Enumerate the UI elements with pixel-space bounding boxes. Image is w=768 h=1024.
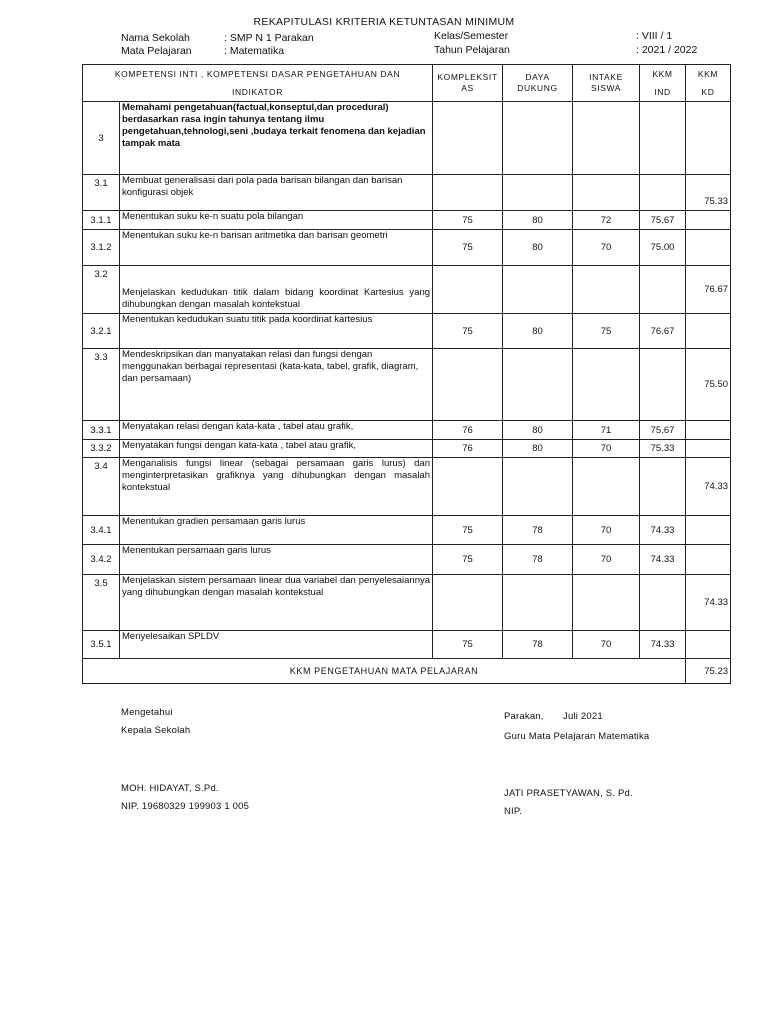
teacher-role: Guru Mata Pelajaran Matematika — [504, 731, 650, 742]
kkm-ind-cell: 74.33 — [640, 631, 686, 659]
header-kompleksitas-line1: KOMPLEKSIT — [437, 72, 498, 82]
daya-dukung-cell: 80 — [503, 230, 573, 266]
row-number: 3.4.2 — [83, 545, 120, 575]
kkm-kd-cell — [686, 516, 731, 545]
table-row — [83, 175, 731, 211]
table-row — [83, 545, 731, 575]
row-number: 3.3.2 — [83, 440, 120, 458]
kkm-kd-cell: 75.50 — [686, 349, 731, 421]
table-row — [83, 458, 731, 516]
daya-dukung-cell: 78 — [503, 516, 573, 545]
year-label: Tahun Pelajaran — [434, 44, 510, 56]
intake-cell: 72 — [573, 211, 640, 230]
daya-dukung-cell — [503, 349, 573, 421]
daya-dukung-cell — [503, 575, 573, 631]
row-description: Menjelaskan kedudukan titik dalam bidang koordinat Kartesius yang dihubungkan dengan masalah kontekstual — [120, 266, 433, 314]
intake-cell — [573, 349, 640, 421]
document-title: REKAPITULASI KRITERIA KETUNTASAN MINIMUM — [253, 16, 515, 28]
table-row — [83, 266, 731, 314]
table-row — [83, 230, 731, 266]
kkm-ind-cell — [640, 102, 686, 175]
row-number: 3.2 — [83, 266, 120, 314]
table-row — [83, 575, 731, 631]
kkm-ind-cell: 76.67 — [640, 314, 686, 349]
intake-cell: 75 — [573, 314, 640, 349]
header-kompleksitas — [433, 65, 503, 102]
header-kompetensi — [83, 65, 433, 102]
row-description: Menyelesaikan SPLDV — [120, 631, 433, 659]
header-intake-line1: INTAKE — [589, 72, 623, 82]
kompleksitas-cell — [433, 102, 503, 175]
header-kkm-kd — [686, 65, 731, 102]
row-description: Menentukan gradien persamaan garis lurus — [120, 516, 433, 545]
kkm-mapel-value: 75.23 — [686, 659, 731, 684]
header-kompleksitas-line2: AS — [461, 83, 474, 93]
table-row — [83, 102, 731, 175]
row-number: 3.4 — [83, 458, 120, 516]
table-row — [83, 314, 731, 349]
daya-dukung-cell: 80 — [503, 440, 573, 458]
row-number: 3.3 — [83, 349, 120, 421]
row-number: 3.5.1 — [83, 631, 120, 659]
mengetahui-label: Mengetahui — [121, 707, 173, 718]
kkm-kd-cell — [686, 211, 731, 230]
kkm-ind-cell — [640, 349, 686, 421]
row-description: Menentukan suku ke-n barisan aritmetika dan barisan geometri — [120, 230, 433, 266]
table-row — [83, 211, 731, 230]
header-kkm-kd-line2: KD — [701, 87, 715, 97]
school-value: : SMP N 1 Parakan — [224, 32, 314, 44]
kompleksitas-cell — [433, 575, 503, 631]
row-number: 3.4.1 — [83, 516, 120, 545]
row-description: Menjelaskan sistem persamaan linear dua variabel dan penyelesaiannya yang dihubungkan dengan masalah kontekstual — [120, 575, 433, 631]
table-row — [83, 440, 731, 458]
row-description: Menentukan suku ke-n suatu pola bilangan — [120, 211, 433, 230]
daya-dukung-cell: 78 — [503, 631, 573, 659]
row-number: 3.5 — [83, 575, 120, 631]
kkm-ind-cell — [640, 266, 686, 314]
kkm-kd-cell: 74.33 — [686, 575, 731, 631]
row-description: Memahami pengetahuan(factual,konseptul,dan procedural) berdasarkan rasa ingin tahunya tentang ilmu pengetahuan,tehnologi,seni ,budaya terkait fenomena dan kejadian tampak mata — [120, 102, 433, 175]
subject-value: : Matematika — [224, 45, 285, 57]
row-description: Menentukan persamaan garis lurus — [120, 545, 433, 575]
kompleksitas-cell: 75 — [433, 516, 503, 545]
row-description: Membuat generalisasi dari pola pada barisan bilangan dan barisan konfigurasi objek — [120, 175, 433, 211]
kompleksitas-cell: 76 — [433, 440, 503, 458]
intake-cell: 70 — [573, 440, 640, 458]
kkm-kd-cell: 74.33 — [686, 458, 731, 516]
kkm-ind-cell — [640, 458, 686, 516]
kkm-ind-cell: 75.67 — [640, 211, 686, 230]
row-number: 3.3.1 — [83, 421, 120, 440]
place-label: Parakan, — [504, 711, 544, 722]
kompleksitas-cell — [433, 458, 503, 516]
kepala-sekolah-label: Kepala Sekolah — [121, 725, 191, 736]
kkm-ind-cell — [640, 175, 686, 211]
row-number: 3.2.1 — [83, 314, 120, 349]
header-kkm-ind-line2: IND — [654, 87, 671, 97]
kkm-kd-cell — [686, 631, 731, 659]
intake-cell: 71 — [573, 421, 640, 440]
header-daya-line2: DUKUNG — [517, 83, 558, 93]
kkm-ind-cell: 75.00 — [640, 230, 686, 266]
kompleksitas-cell: 76 — [433, 421, 503, 440]
daya-dukung-cell: 78 — [503, 545, 573, 575]
class-label: Kelas/Semester — [434, 30, 509, 42]
kkm-kd-cell — [686, 102, 731, 175]
kompleksitas-cell: 75 — [433, 314, 503, 349]
kkm-kd-cell: 75.33 — [686, 175, 731, 211]
row-description: Mendeskripsikan dan manyatakan relasi dan fungsi dengan menggunakan berbagai representasi (kata-kata, tabel, grafik, diagram, dan persamaan) — [120, 349, 433, 421]
kompleksitas-cell: 75 — [433, 545, 503, 575]
kkm-kd-cell: 76.67 — [686, 266, 731, 314]
header-daya-line1: DAYA — [525, 72, 550, 82]
header-kompetensi-line2: INDIKATOR — [232, 87, 283, 97]
kkm-table — [82, 64, 731, 684]
row-description: Menganalisis fungsi linear (sebagai persamaan garis lurus) dan menginterpretasikan grafiknya yang dihubungkan dengan masalah kontekstual — [120, 458, 433, 516]
principal-nip: NIP. 19680329 199903 1 005 — [121, 801, 250, 812]
daya-dukung-cell: 80 — [503, 211, 573, 230]
row-number: 3.1.1 — [83, 211, 120, 230]
intake-cell: 70 — [573, 545, 640, 575]
table-row — [83, 421, 731, 440]
header-kompetensi-line1: KOMPETENSI INTI , KOMPETENSI DASAR PENGETAHUAN DAN — [114, 69, 401, 79]
kompleksitas-cell — [433, 266, 503, 314]
intake-cell — [573, 575, 640, 631]
kkm-ind-cell: 75.33 — [640, 440, 686, 458]
row-number: 3 — [83, 102, 120, 175]
kompleksitas-cell — [433, 175, 503, 211]
row-number: 3.1 — [83, 175, 120, 211]
table-row — [83, 516, 731, 545]
kkm-mapel-label: KKM PENGETAHUAN MATA PELAJARAN — [83, 659, 686, 684]
daya-dukung-cell: 80 — [503, 421, 573, 440]
header-intake-siswa — [573, 65, 640, 102]
table-row — [83, 349, 731, 421]
kkm-ind-cell: 75.67 — [640, 421, 686, 440]
header-kkm-ind — [640, 65, 686, 102]
kkm-ind-cell — [640, 575, 686, 631]
table-row — [83, 631, 731, 659]
table-header-row — [83, 65, 731, 102]
row-description: Menyatakan fungsi dengan kata-kata , tabel atau grafik, — [120, 440, 433, 458]
intake-cell: 70 — [573, 516, 640, 545]
subject-label: Mata Pelajaran — [121, 45, 192, 57]
teacher-name: JATI PRASETYAWAN, S. Pd. — [504, 788, 633, 799]
row-description: Menyatakan relasi dengan kata-kata , tabel atau grafik, — [120, 421, 433, 440]
row-description: Menentukan kedudukan suatu titik pada koordinat kartesius — [120, 314, 433, 349]
daya-dukung-cell — [503, 458, 573, 516]
teacher-nip: NIP. — [504, 806, 523, 817]
header-intake-line2: SISWA — [590, 83, 622, 93]
kompleksitas-cell — [433, 349, 503, 421]
kompleksitas-cell: 75 — [433, 230, 503, 266]
daya-dukung-cell — [503, 102, 573, 175]
daya-dukung-cell — [503, 266, 573, 314]
kkm-kd-cell — [686, 230, 731, 266]
table-footer-row — [83, 659, 731, 684]
kkm-ind-cell: 74.33 — [640, 516, 686, 545]
header-kkm-kd-line1: KKM — [697, 69, 719, 79]
intake-cell: 70 — [573, 631, 640, 659]
class-value: : VIII / 1 — [636, 30, 673, 42]
kompleksitas-cell: 75 — [433, 631, 503, 659]
kkm-kd-cell — [686, 545, 731, 575]
intake-cell — [573, 175, 640, 211]
intake-cell — [573, 266, 640, 314]
kkm-kd-cell — [686, 440, 731, 458]
header-daya-dukung — [503, 65, 573, 102]
school-label: Nama Sekolah — [121, 32, 190, 44]
intake-cell — [573, 458, 640, 516]
kkm-kd-cell — [686, 421, 731, 440]
header-kkm-ind-line1: KKM — [652, 69, 673, 79]
kompleksitas-cell: 75 — [433, 211, 503, 230]
intake-cell — [573, 102, 640, 175]
row-number: 3.1.2 — [83, 230, 120, 266]
kkm-ind-cell: 74.33 — [640, 545, 686, 575]
intake-cell: 70 — [573, 230, 640, 266]
year-value: : 2021 / 2022 — [636, 44, 698, 56]
date-label: Juli 2021 — [563, 711, 603, 722]
principal-name: MOH. HIDAYAT, S.Pd. — [121, 783, 219, 794]
daya-dukung-cell — [503, 175, 573, 211]
daya-dukung-cell: 80 — [503, 314, 573, 349]
kkm-kd-cell — [686, 314, 731, 349]
